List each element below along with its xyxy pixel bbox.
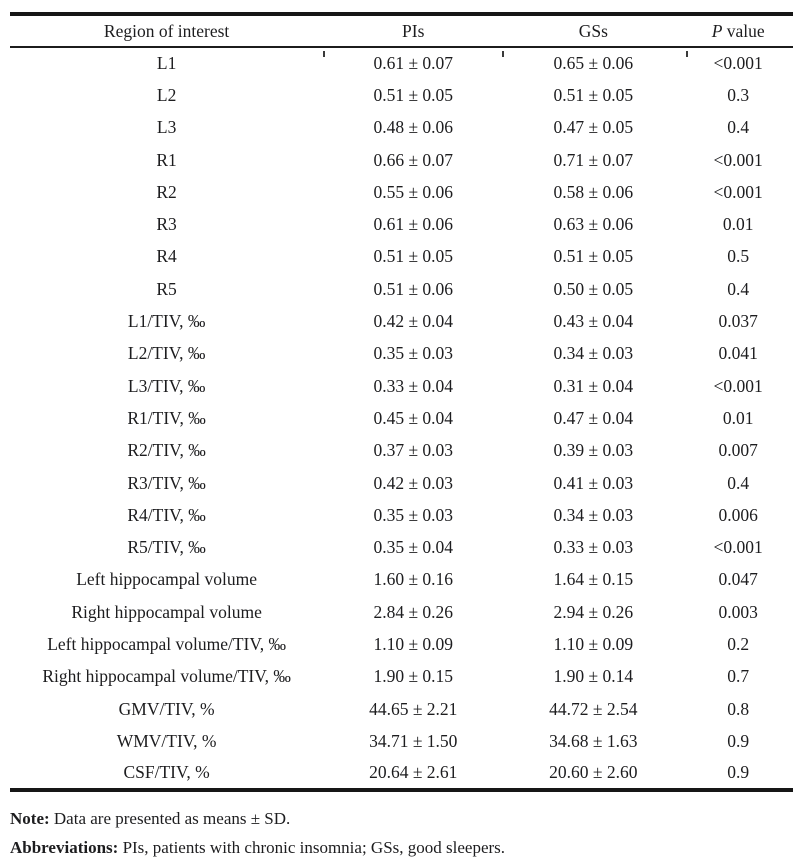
table-row (10, 758, 793, 790)
pis-value-cell: 0.61 ± 0.07 (373, 53, 454, 74)
p-value-cell: 0.9 (727, 730, 750, 751)
region-of-interest-cell: L3/TIV, ‰ (127, 375, 206, 396)
region-of-interest-cell: R4 (156, 246, 177, 267)
region-of-interest-cell: R2 (156, 181, 177, 202)
col-header-pis: PIs (323, 14, 503, 47)
gss-value-cell: 0.71 ± 0.07 (553, 149, 634, 170)
p-value-cell: <0.001 (713, 53, 763, 74)
table-row (10, 305, 793, 337)
p-value-cell: 0.006 (718, 504, 758, 525)
p-value-cell: 0.4 (727, 117, 750, 138)
region-of-interest-cell: R2/TIV, ‰ (127, 440, 206, 461)
pis-value-cell: 0.37 ± 0.03 (373, 440, 454, 461)
table-row (10, 79, 793, 111)
pis-value-cell: 0.61 ± 0.06 (373, 214, 454, 235)
p-value-cell: 0.5 (727, 246, 750, 267)
gss-value-cell: 44.72 ± 2.54 (549, 698, 638, 719)
gss-value-cell: 0.58 ± 0.06 (553, 181, 634, 202)
abbreviations-line (10, 838, 793, 858)
table-row (10, 499, 793, 531)
p-value-cell: 0.041 (718, 343, 758, 364)
region-of-interest-cell: Right hippocampal volume/TIV, ‰ (42, 666, 291, 687)
column-separator-tick (323, 51, 325, 57)
gss-value-cell: 20.60 ± 2.60 (549, 762, 638, 783)
p-value-cell: 0.3 (727, 84, 750, 105)
gss-value-cell: 0.34 ± 0.03 (553, 343, 634, 364)
pis-value-cell: 0.33 ± 0.04 (373, 375, 454, 396)
pis-value-cell: 1.90 ± 0.15 (373, 666, 454, 687)
gss-value-cell: 0.34 ± 0.03 (553, 504, 634, 525)
p-value-cell: 0.9 (727, 762, 750, 783)
gss-value-cell: 0.63 ± 0.06 (553, 214, 634, 235)
p-value-cell: <0.001 (713, 149, 763, 170)
region-of-interest-cell: L1/TIV, ‰ (127, 311, 206, 332)
pis-value-cell: 44.65 ± 2.21 (369, 698, 458, 719)
table-footnotes (10, 806, 793, 858)
pis-value-cell: 1.60 ± 0.16 (373, 569, 454, 590)
region-of-interest-cell: GMV/TIV, % (118, 698, 215, 719)
region-of-interest-cell: Left hippocampal volume/TIV, ‰ (47, 633, 286, 654)
note-line (10, 809, 793, 829)
table-row (10, 467, 793, 499)
column-separator-tick (686, 51, 688, 57)
p-value-rest: value (722, 20, 765, 41)
table-row (10, 241, 793, 273)
pis-value-cell: 2.84 ± 0.26 (373, 601, 454, 622)
table-row (10, 47, 793, 79)
note-label: Note: (10, 809, 50, 828)
region-of-interest-cell: CSF/TIV, % (123, 762, 210, 783)
table-row (10, 564, 793, 596)
p-value-cell: <0.001 (713, 181, 763, 202)
gss-value-cell: 0.43 ± 0.04 (553, 311, 634, 332)
p-value-cell: <0.001 (713, 537, 763, 558)
table-row (10, 661, 793, 693)
pis-value-cell: 0.51 ± 0.05 (373, 246, 454, 267)
gss-value-cell: 1.64 ± 0.15 (553, 569, 634, 590)
region-of-interest-cell: R1/TIV, ‰ (127, 407, 206, 428)
p-value-cell: 0.4 (727, 278, 750, 299)
gss-value-cell: 1.10 ± 0.09 (553, 633, 634, 654)
gss-value-cell: 0.51 ± 0.05 (553, 246, 634, 267)
region-of-interest-cell: L2 (156, 84, 177, 105)
gss-value-cell: 2.94 ± 0.26 (553, 601, 634, 622)
pis-value-cell: 34.71 ± 1.50 (369, 730, 458, 751)
col-header-region-of-interest: Region of interest (10, 14, 323, 47)
pis-value-cell: 0.45 ± 0.04 (373, 407, 454, 428)
header-row (10, 14, 793, 47)
table-row (10, 435, 793, 467)
gss-value-cell: 0.41 ± 0.03 (553, 472, 634, 493)
region-of-interest-cell: R5/TIV, ‰ (127, 537, 206, 558)
table-row (10, 338, 793, 370)
abbreviations-label: Abbreviations: (10, 838, 119, 857)
p-value-cell: 0.4 (727, 472, 750, 493)
pis-value-cell: 0.55 ± 0.06 (373, 181, 454, 202)
gss-value-cell: 0.33 ± 0.03 (553, 537, 634, 558)
p-value-cell: 0.7 (727, 666, 750, 687)
gss-value-cell: 0.50 ± 0.05 (553, 278, 634, 299)
region-of-interest-cell: Left hippocampal volume (76, 569, 257, 590)
table-row (10, 402, 793, 434)
p-value-cell: 0.8 (727, 698, 750, 719)
p-value-cell: 0.2 (727, 633, 750, 654)
table-row (10, 112, 793, 144)
region-of-interest-cell: L2/TIV, ‰ (127, 343, 206, 364)
region-of-interest-cell: R4/TIV, ‰ (127, 504, 206, 525)
region-of-interest-cell: R5 (156, 278, 177, 299)
table-row (10, 370, 793, 402)
region-of-interest-cell: L1 (156, 53, 177, 74)
abbreviations-text: PIs, patients with chronic insomnia; GSs, good sleepers. (118, 838, 506, 857)
note-text: Data are presented as means ± SD. (49, 809, 291, 828)
table-row (10, 176, 793, 208)
pis-value-cell: 0.51 ± 0.05 (373, 84, 454, 105)
gss-value-cell: 0.47 ± 0.05 (553, 117, 634, 138)
pis-value-cell: 0.51 ± 0.06 (373, 278, 454, 299)
pis-value-cell: 0.35 ± 0.03 (373, 504, 454, 525)
pis-value-cell: 20.64 ± 2.61 (369, 762, 458, 783)
roi-comparison-table (10, 12, 793, 792)
gss-value-cell: 0.47 ± 0.04 (553, 407, 634, 428)
pis-value-cell: 0.48 ± 0.06 (373, 117, 454, 138)
p-value-cell: 0.047 (718, 569, 758, 590)
pis-value-cell: 0.35 ± 0.04 (373, 537, 454, 558)
p-value-cell: 0.01 (722, 214, 754, 235)
col-header-p-value (683, 14, 793, 47)
gss-value-cell: 0.31 ± 0.04 (553, 375, 634, 396)
pis-value-cell: 0.42 ± 0.04 (373, 311, 454, 332)
statistics-table (10, 12, 793, 792)
region-of-interest-cell: Right hippocampal volume (71, 601, 262, 622)
table-row (10, 273, 793, 305)
table-row (10, 628, 793, 660)
region-of-interest-cell: L3 (156, 117, 177, 138)
gss-value-cell: 0.65 ± 0.06 (553, 53, 634, 74)
table-row (10, 208, 793, 240)
region-of-interest-cell: R3 (156, 214, 177, 235)
col-header-gss: GSs (503, 14, 683, 47)
pis-value-cell: 0.66 ± 0.07 (373, 149, 454, 170)
table-row (10, 693, 793, 725)
p-value-cell: 0.007 (718, 440, 758, 461)
column-separator-tick (502, 51, 504, 57)
gss-value-cell: 0.51 ± 0.05 (553, 84, 634, 105)
pis-value-cell: 1.10 ± 0.09 (373, 633, 454, 654)
table-row (10, 531, 793, 563)
p-value-cell: 0.01 (722, 407, 754, 428)
table-row (10, 596, 793, 628)
table-row (10, 144, 793, 176)
p-value-cell: <0.001 (713, 375, 763, 396)
region-of-interest-cell: WMV/TIV, % (116, 730, 217, 751)
gss-value-cell: 1.90 ± 0.14 (553, 666, 634, 687)
pis-value-cell: 0.42 ± 0.03 (373, 472, 454, 493)
p-value-cell: 0.037 (718, 311, 758, 332)
gss-value-cell: 34.68 ± 1.63 (549, 730, 638, 751)
table-row (10, 725, 793, 757)
region-of-interest-cell: R1 (156, 149, 177, 170)
region-of-interest-cell: R3/TIV, ‰ (127, 472, 206, 493)
gss-value-cell: 0.39 ± 0.03 (553, 440, 634, 461)
p-value-cell: 0.003 (718, 601, 758, 622)
pis-value-cell: 0.35 ± 0.03 (373, 343, 454, 364)
p-value-italic-p: P (711, 20, 723, 41)
